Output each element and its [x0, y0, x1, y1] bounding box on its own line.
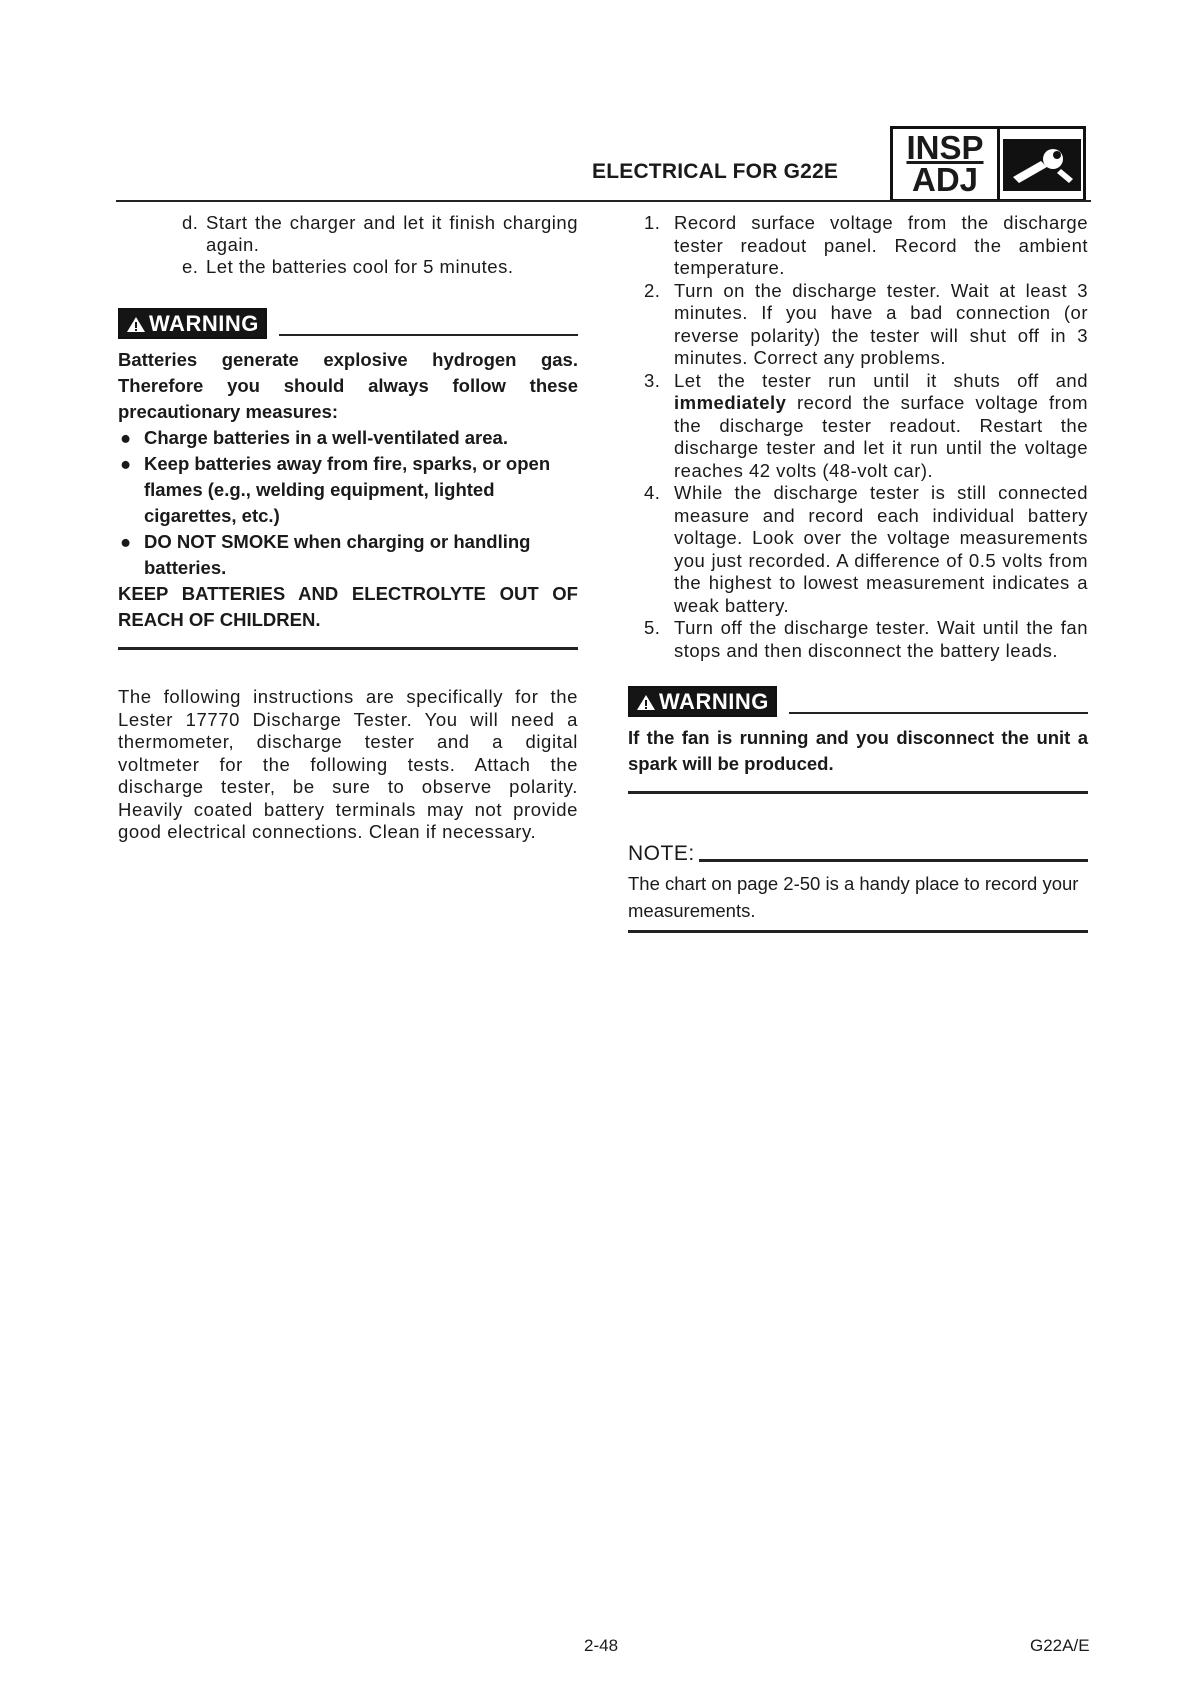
list-item: [118, 529, 578, 581]
warning-text: If the fan is running and you disconnect the unit a spark will be produced.: [628, 727, 1088, 774]
step-emphasis: immediately: [674, 392, 787, 413]
warning-body: [628, 725, 1088, 777]
sub-step-label: e.: [182, 256, 199, 277]
list-item: [182, 256, 578, 278]
left-column: [118, 212, 578, 844]
list-item: [628, 280, 1088, 370]
warning-triangle-icon: [126, 316, 146, 333]
instruction-paragraph: The following instructions are specifically for the Lester 17770 Discharge Tester. You will need a thermometer, discharge tester and a digital voltmeter for the following tests. Attach the discharge tester, be sure to observe polarity. Heavily coated battery terminals may not provide good electrical connections. Clean if necessary.: [118, 686, 578, 842]
list-item: [628, 212, 1088, 280]
step-text: Turn off the discharge tester. Wait until the fan stops and then disconnect the battery leads.: [674, 617, 1088, 661]
list-item: [628, 617, 1088, 662]
step-number: 5.: [644, 617, 661, 638]
sub-step-list: [182, 212, 578, 278]
bullet-text: Charge batteries in a well-ventilated area.: [144, 427, 508, 448]
bullet-text: Keep batteries away from fire, sparks, or open flames (e.g., welding equipment, lighted cigarettes, etc.): [144, 453, 551, 526]
warning-body: [118, 347, 578, 633]
header-rule: [116, 200, 1091, 202]
page-number: 2-48: [584, 1636, 619, 1655]
note-label: NOTE:: [628, 842, 695, 865]
bullet-icon: ●: [120, 531, 132, 552]
list-item: [118, 451, 578, 529]
warning-end-rule: [628, 791, 1088, 794]
warning-label: WARNING: [659, 689, 769, 714]
section-title: ELECTRICAL FOR G22E: [592, 160, 839, 183]
badge-adj-label: ADJ: [911, 161, 979, 198]
list-item: [182, 212, 578, 256]
warning-rule: [279, 334, 578, 336]
step-list: [628, 212, 1088, 662]
step-text: Turn on the discharge tester. Wait at least 3 minutes. If you have a bad connection (or reverse polarity) the tester will shut off in 3 minutes. Correct any problems.: [674, 279, 1088, 368]
warning-closing: KEEP BATTERIES AND ELECTROLYTE OUT OF REACH OF CHILDREN.: [118, 583, 578, 630]
list-item: [118, 425, 578, 451]
insp-adj-badge: [890, 126, 1086, 202]
note-header: [628, 842, 1088, 866]
note-text: The chart on page 2-50 is a handy place to record your measurements.: [628, 873, 1079, 921]
warning-triangle-icon: [636, 694, 656, 711]
note-rule: [699, 859, 1088, 862]
warning-rule: [789, 712, 1088, 714]
step-text: record the surface voltage from the discharge tester readout. Restart the discharge tester and let it run until the voltage reaches 42 volts (48-volt car).: [674, 392, 1088, 481]
sub-step-text: Let the batteries cool for 5 minutes.: [206, 256, 514, 277]
step-number: 2.: [644, 279, 661, 301]
list-item: [628, 370, 1088, 483]
warning-badge: [118, 308, 267, 339]
bullet-text: DO NOT SMOKE when charging or handling batteries.: [144, 531, 531, 578]
step-number: 4.: [644, 482, 661, 503]
warning-badge: [628, 686, 777, 717]
wrench-icon: [1003, 139, 1081, 191]
step-text: While the discharge tester is still connected measure and record each individual battery voltage. Look over the voltage measurements you just recorded. A difference of 0.5 volts from the highest to lowest measurement indicates a weak battery.: [674, 482, 1088, 616]
step-text: Record surface voltage from the discharge tester readout panel. Record the ambient temperature.: [674, 212, 1088, 278]
bullet-icon: ●: [120, 453, 132, 474]
warning-label: WARNING: [149, 311, 259, 336]
warning-end-rule: [118, 647, 578, 650]
note-end-rule: [628, 930, 1088, 933]
warning-header: [628, 686, 1088, 717]
warning-header: [118, 308, 578, 339]
right-column: [628, 212, 1088, 933]
bullet-icon: ●: [120, 427, 132, 448]
sub-step-label: d.: [182, 212, 199, 233]
model-code: G22A/E: [1030, 1636, 1090, 1655]
step-number: 3.: [644, 369, 661, 391]
list-item: [628, 482, 1088, 617]
sub-step-text: Start the charger and let it finish charging again.: [206, 212, 578, 255]
warning-intro: Batteries generate explosive hydrogen gas. Therefore you should always follow these precautionary measures:: [118, 349, 578, 422]
step-text: Let the tester run until it shuts off and: [674, 369, 1088, 391]
step-number: 1.: [644, 212, 661, 233]
badge-insp-label: INSP: [906, 129, 984, 166]
